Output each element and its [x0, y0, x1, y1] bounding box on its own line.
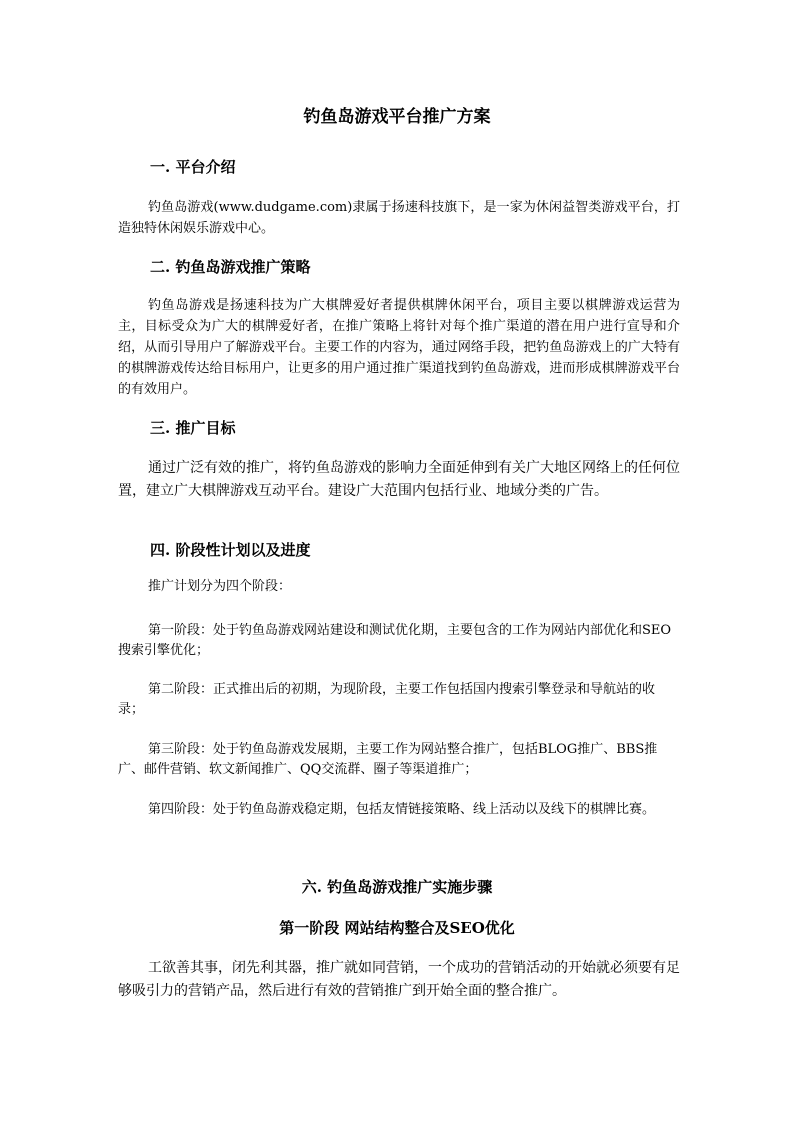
- section-heading-promotion-strategy: 二. 钓鱼岛游戏推广策略: [150, 258, 311, 276]
- phased-plan-intro: 推广计划分为四个阶段：: [148, 579, 292, 594]
- section-heading-implementation-steps: 六. 钓鱼岛游戏推广实施步骤: [301, 878, 493, 896]
- document-title: 钓鱼岛游戏平台推广方案: [303, 107, 491, 127]
- subheading-stage-1-seo: 第一阶段 网站结构整合及SEO优化: [279, 919, 515, 937]
- section-heading-platform-intro: 一. 平台介绍: [150, 158, 236, 176]
- phased-plan-stage-3: 第三阶段：处于钓鱼岛游戏发展期，主要工作为网站整合推广，包括BLOG推广、BBS推广、邮件营销、软文新闻推广、QQ交流群、圈子等渠道推广；: [118, 742, 658, 777]
- section-body-promotion-strategy: 钓鱼岛游戏是扬速科技为广大棋牌爱好者提供棋牌休闲平台，项目主要以棋牌游戏运营为主，目标受众为广大的棋牌爱好者，在推广策略上将针对每个推广渠道的潜在用户进行宣导和介绍，从而引导用户了解游戏平台。主要工作的内容为，通过网络手段，把钓鱼岛游戏上的广大特有的棋牌游戏传达给目标用户，让更多的用户通过推广渠道找到钓鱼岛游戏，进而形成棋牌游戏平台的有效用户。: [118, 298, 680, 397]
- section-body-promotion-goals: 通过广泛有效的推广，将钓鱼岛游戏的影响力全面延伸到有关广大地区网络上的任何位置，建立广大棋牌游戏互动平台。建设广大范围内包括行业、地域分类的广告。: [118, 460, 680, 499]
- phased-plan-stage-2: 第二阶段：正式推出后的初期，为现阶段，主要工作包括国内搜索引擎登录和导航站的收录；: [118, 682, 656, 717]
- phased-plan-stage-1: 第一阶段：处于钓鱼岛游戏网站建设和测试优化期，主要包含的工作为网站内部优化和SEO搜索引擎优化；: [118, 623, 672, 658]
- phased-plan-stage-4: 第四阶段：处于钓鱼岛游戏稳定期，包括友情链接策略、线上活动以及线下的棋牌比赛。: [148, 802, 656, 817]
- implementation-body: 工欲善其事，闭先利其器，推广就如同营销，一个成功的营销活动的开始就必须要有足够吸引力的营销产品，然后进行有效的营销推广到开始全面的整合推广。: [118, 960, 680, 999]
- section-heading-phased-plan: 四. 阶段性计划以及进度: [150, 541, 311, 559]
- section-body-platform-intro: 钓鱼岛游戏(www.dudgame.com)隶属于扬速科技旗下，是一家为休闲益智类游戏平台，打造独特休闲娱乐游戏中心。: [118, 200, 680, 236]
- section-heading-promotion-goals: 三. 推广目标: [150, 419, 236, 437]
